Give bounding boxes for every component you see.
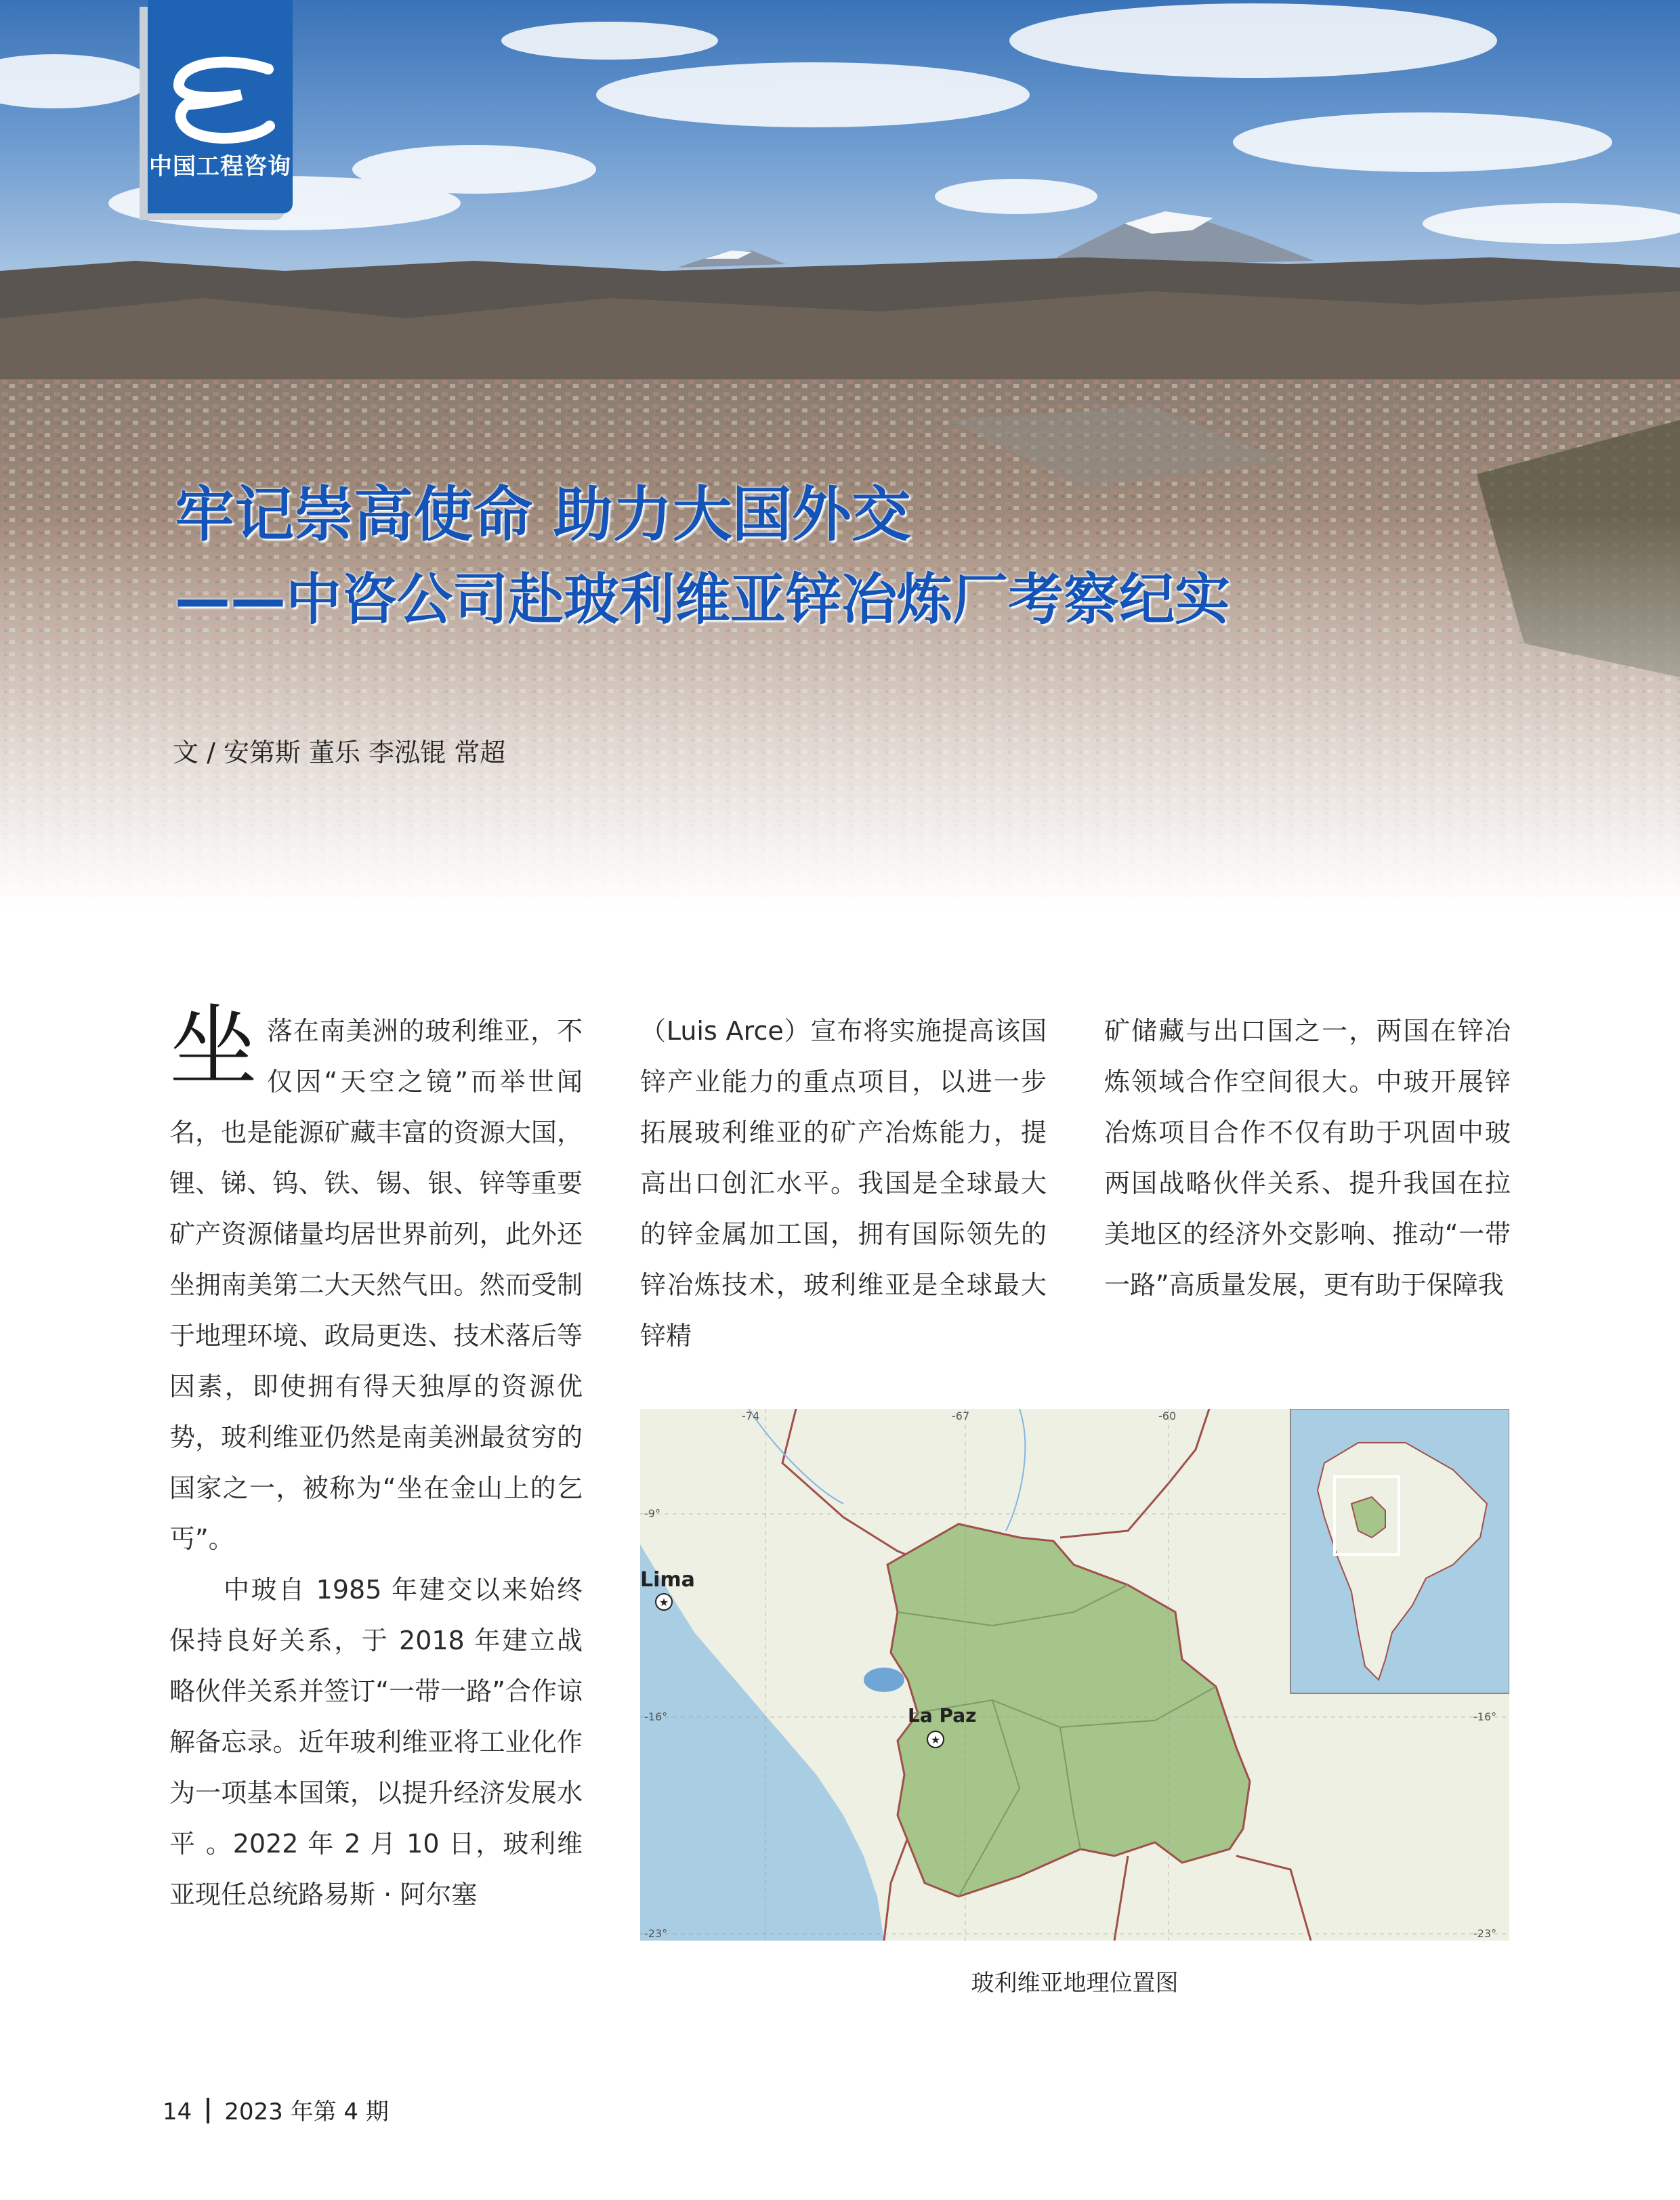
city-label: Lima [640, 1568, 695, 1592]
brand-logo-text: 中国工程咨询 [149, 153, 291, 180]
lake-titicaca [864, 1668, 904, 1692]
text-column-3 [1104, 1006, 1511, 1311]
lat-tick-label: -23° [644, 1927, 668, 1940]
map-caption: 玻利维亚地理位置图 [971, 1970, 1179, 1997]
paragraph: 中玻自 1985 年建交以来始终保持良好关系，于 2018 年建立战略伙伴关系并签订“一带一路”合作谅解备忘录。近年玻利维亚将工业化作为一项基本国策，以提升经济发展水平 。2022 年 2 月 10 日，玻利维亚现任总统路易斯 · 阿尔塞 [169, 1575, 583, 1909]
page-number: 14 [163, 2098, 192, 2125]
issue-label: 2023 年第 4 期 [224, 2098, 389, 2125]
brand-logo-tab [148, 0, 293, 213]
paragraph-text: 落在南美洲的玻利维亚，不仅因“天空之镜”而举世闻名，也是能源矿藏丰富的资源大国，锂、锑、钨、铁、锡、银、锌等重要矿产资源储量均居世界前列，此外还坐拥南美第二大天然气田。然而受制于地理环境、政局更迭、技术落后等因素，即使拥有得天独厚的资源优势，玻利维亚仍然是南美洲最贫穷的国家之一，被称为“坐在金山上的乞丐”。 [169, 1016, 583, 1554]
article-byline: 文 / 安第斯 董乐 李泓锟 常超 [173, 738, 506, 767]
map-inset-south-america [1290, 1409, 1509, 1693]
lat-tick-label: -9° [644, 1507, 660, 1520]
text-column-2 [640, 1006, 1047, 1361]
page-footer [163, 2093, 389, 2126]
paragraph: （Luis Arce）宣布将实施提高该国锌产业能力的重点项目，以进一步拓展玻利维亚的矿产冶炼能力，提高出口创汇水平。我国是全球最大的锌金属加工国，拥有国际领先的锌冶炼技术，玻利维亚是全球最大锌精 [640, 1016, 1047, 1351]
lat-tick-label: -16° [1473, 1710, 1497, 1723]
bolivia-location-map [640, 1409, 1509, 1941]
svg-text:★: ★ [930, 1733, 941, 1746]
lon-tick-label: -67 [952, 1410, 970, 1422]
drop-cap: 坐 [169, 995, 258, 1098]
article-subtitle: ——中咨公司赴玻利维亚锌冶炼厂考察纪实 [175, 568, 1231, 632]
paragraph [169, 995, 583, 1565]
lat-tick-label: -23° [1473, 1927, 1497, 1940]
lon-tick-label: -74 [742, 1410, 760, 1422]
lat-tick-label: -16° [644, 1710, 668, 1723]
article-title: 牢记崇高使命 助力大国外交 [175, 480, 911, 549]
paragraph: 矿储藏与出口国之一，两国在锌冶炼领域合作空间很大。中玻开展锌冶炼项目合作不仅有助于巩固中玻两国战略伙伴关系、提升我国在拉美地区的经济外交影响、推动“一带一路”高质量发展，更有助于保障我 [1104, 1016, 1511, 1300]
footer-divider [207, 2098, 209, 2123]
text-column-1 [169, 995, 583, 1920]
brand-logo-icon [167, 56, 275, 150]
svg-text:★: ★ [658, 1596, 669, 1609]
lon-tick-label: -60 [1158, 1410, 1177, 1422]
city-label: La Paz [908, 1704, 977, 1727]
